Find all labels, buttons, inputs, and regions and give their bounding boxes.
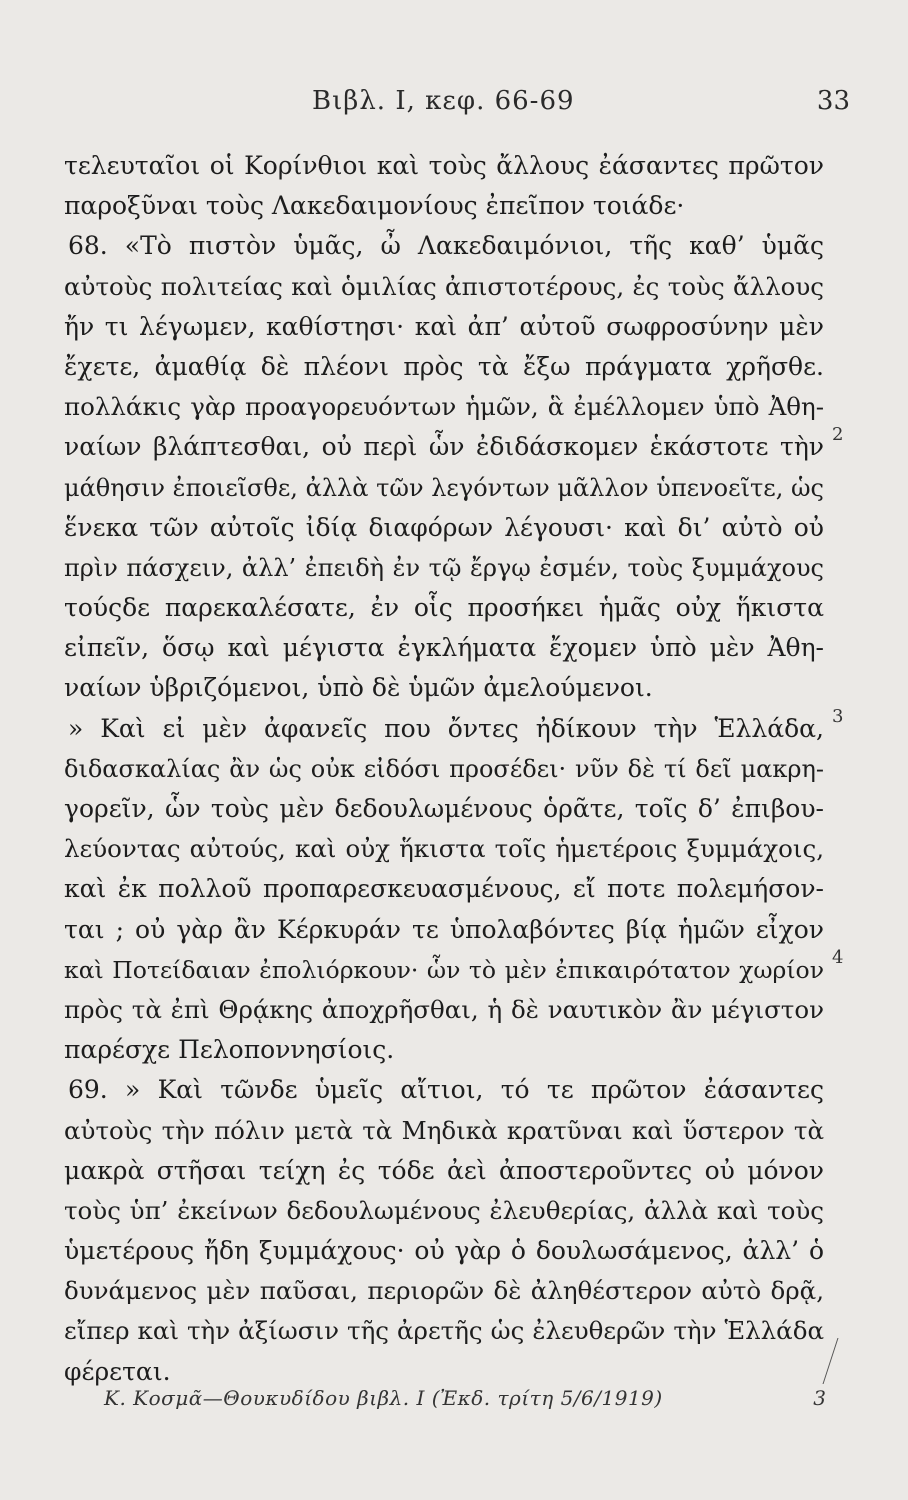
text-line: τελευταῖοι οἱ Κορίνθιοι καὶ τοὺς ἄλλους ἐάσαντες πρῶτον xyxy=(64,151,824,180)
text-line: καὶ ἐκ πολλοῦ προπαρεσκευασμένους, εἴ ποτε πολεμήσον- xyxy=(64,874,824,904)
margin-section-number: 4 xyxy=(832,947,844,968)
text-line: πολλάκις γὰρ προαγορευόντων ἡμῶν, ἃ ἐμέλλομεν ὑπὸ Ἀθη- xyxy=(64,392,824,422)
running-head: Βιβλ. Ι, κεφ. 66-69 xyxy=(312,86,575,116)
text-line: πρὶν πάσχειν, ἀλλ’ ἐπειδὴ ἐν τῷ ἔργῳ ἐσμέν, τοὺς ξυμμάχους xyxy=(64,553,824,582)
text-line: γορεῖν, ὧν τοὺς μὲν δεδουλωμένους ὁρᾶτε, τοῖς δ’ ἐπιβου- xyxy=(64,794,824,823)
body-text xyxy=(64,146,824,1392)
text-line: τοὺς ὑπ’ ἐκείνων δεδουλωμένους ἐλευθερίας, ἀλλὰ καὶ τοὺς xyxy=(64,1195,824,1225)
text-line: διδασκαλίας ἂν ὡς οὐκ εἰδόσι προσέδει· νῦν δὲ τί δεῖ μακρη- xyxy=(64,754,824,783)
text-line: 68. «Τὸ πιστὸν ὑμᾶς, ὦ Λακεδαιμόνιοι, τῆς καθ’ ὑμᾶς xyxy=(68,231,824,261)
text-line: δυνάμενος μὲν παῦσαι, περιορῶν δὲ ἀληθέστερον αὐτὸ δρᾷ, xyxy=(64,1276,824,1306)
margin-section-number: 3 xyxy=(832,706,844,727)
page-header xyxy=(0,86,908,126)
text-line: εἴπερ καὶ τὴν ἀξίωσιν τῆς ἀρετῆς ὡς ἐλευθερῶν τὴν Ἑλλάδα xyxy=(64,1316,824,1346)
text-line: ται ; οὐ γὰρ ἂν Κέρκυράν τε ὑπολαβόντες βίᾳ ἡμῶν εἶχον xyxy=(64,914,824,944)
text-line: φέρεται. xyxy=(64,1356,171,1386)
signature-mark: 3 xyxy=(813,1386,826,1410)
text-line: ναίων ὑβριζόμενοι, ὑπὸ δὲ ὑμῶν ἀμελούμενοι. xyxy=(64,673,653,703)
text-line: παρέσχε Πελοποννησίοις. xyxy=(64,1035,395,1065)
text-line: ἕνεκα τῶν αὐτοῖς ἰδίᾳ διαφόρων λέγουσι· καὶ δι’ αὐτὸ οὐ xyxy=(64,512,824,542)
text-line: ἤν τι λέγωμεν, καθίστησι· καὶ ἀπ’ αὐτοῦ σωφροσύνην μὲν xyxy=(64,311,824,341)
text-line: ἔχετε, ἀμαθίᾳ δὲ πλέονι πρὸς τὰ ἔξω πράγματα χρῆσθε. xyxy=(64,351,824,381)
text-line: » Καὶ εἰ μὲν ἀφανεῖς που ὄντες ἠδίκουν τὴν Ἑλλάδα, xyxy=(68,713,824,743)
text-line: μακρὰ στῆσαι τείχη ἐς τόδε ἀεὶ ἀποστεροῦντες οὐ μόνον xyxy=(64,1155,824,1185)
text-line: αὐτοὺς τὴν πόλιν μετὰ τὰ Μηδικὰ κρατῦναι καὶ ὕστερον τὰ xyxy=(64,1115,824,1145)
text-line: ὑμετέρους ἤδη ξυμμάχους· οὐ γὰρ ὁ δουλωσάμενος, ἀλλ’ ὁ xyxy=(64,1236,824,1266)
text-line: ναίων βλάπτεσθαι, οὐ περὶ ὧν ἐδιδάσκομεν ἑκάστοτε τὴν xyxy=(64,432,824,462)
text-line: καὶ Ποτείδαιαν ἐπολιόρκουν· ὧν τὸ μὲν ἐπικαιρότατον χωρίον xyxy=(64,955,824,984)
text-line: εἰπεῖν, ὅσῳ καὶ μέγιστα ἐγκλήματα ἔχομεν ὑπὸ μὲν Ἀθη- xyxy=(64,633,824,663)
margin-section-number: 2 xyxy=(832,424,844,445)
text-line: 69. » Καὶ τῶνδε ὑμεῖς αἴτιοι, τό τε πρῶτον ἐάσαντες xyxy=(68,1075,824,1105)
text-line: πρὸς τὰ ἐπὶ Θρᾴκης ἀποχρῆσθαι, ἡ δὲ ναυτικὸν ἂν μέγιστον xyxy=(64,994,824,1024)
text-line: λεύοντας αὐτούς, καὶ οὐχ ἥκιστα τοῖς ἡμετέροις ξυμμάχοις, xyxy=(64,834,824,864)
text-line: αὐτοὺς πολιτείας καὶ ὁμιλίας ἀπιστοτέρους, ἐς τοὺς ἄλλους xyxy=(64,271,824,301)
text-line: τούςδε παρεκαλέσατε, ἐν οἷς προσήκει ἡμᾶς οὐχ ἥκιστα xyxy=(64,593,824,623)
page-number: 33 xyxy=(816,86,850,116)
footer-imprint: Κ. Κοσμᾶ—Θουκυδίδου βιβλ. Ι (Ἐκδ. τρίτη 5/6/1919) xyxy=(104,1386,663,1410)
page-footer xyxy=(0,1386,908,1420)
text-line: παροξῦναι τοὺς Λακεδαιμονίους ἐπεῖπον τοιάδε· xyxy=(64,191,685,221)
text-line: μάθησιν ἐποιεῖσθε, ἀλλὰ τῶν λεγόντων μᾶλλον ὑπενοεῖτε, ὡς xyxy=(64,473,824,502)
